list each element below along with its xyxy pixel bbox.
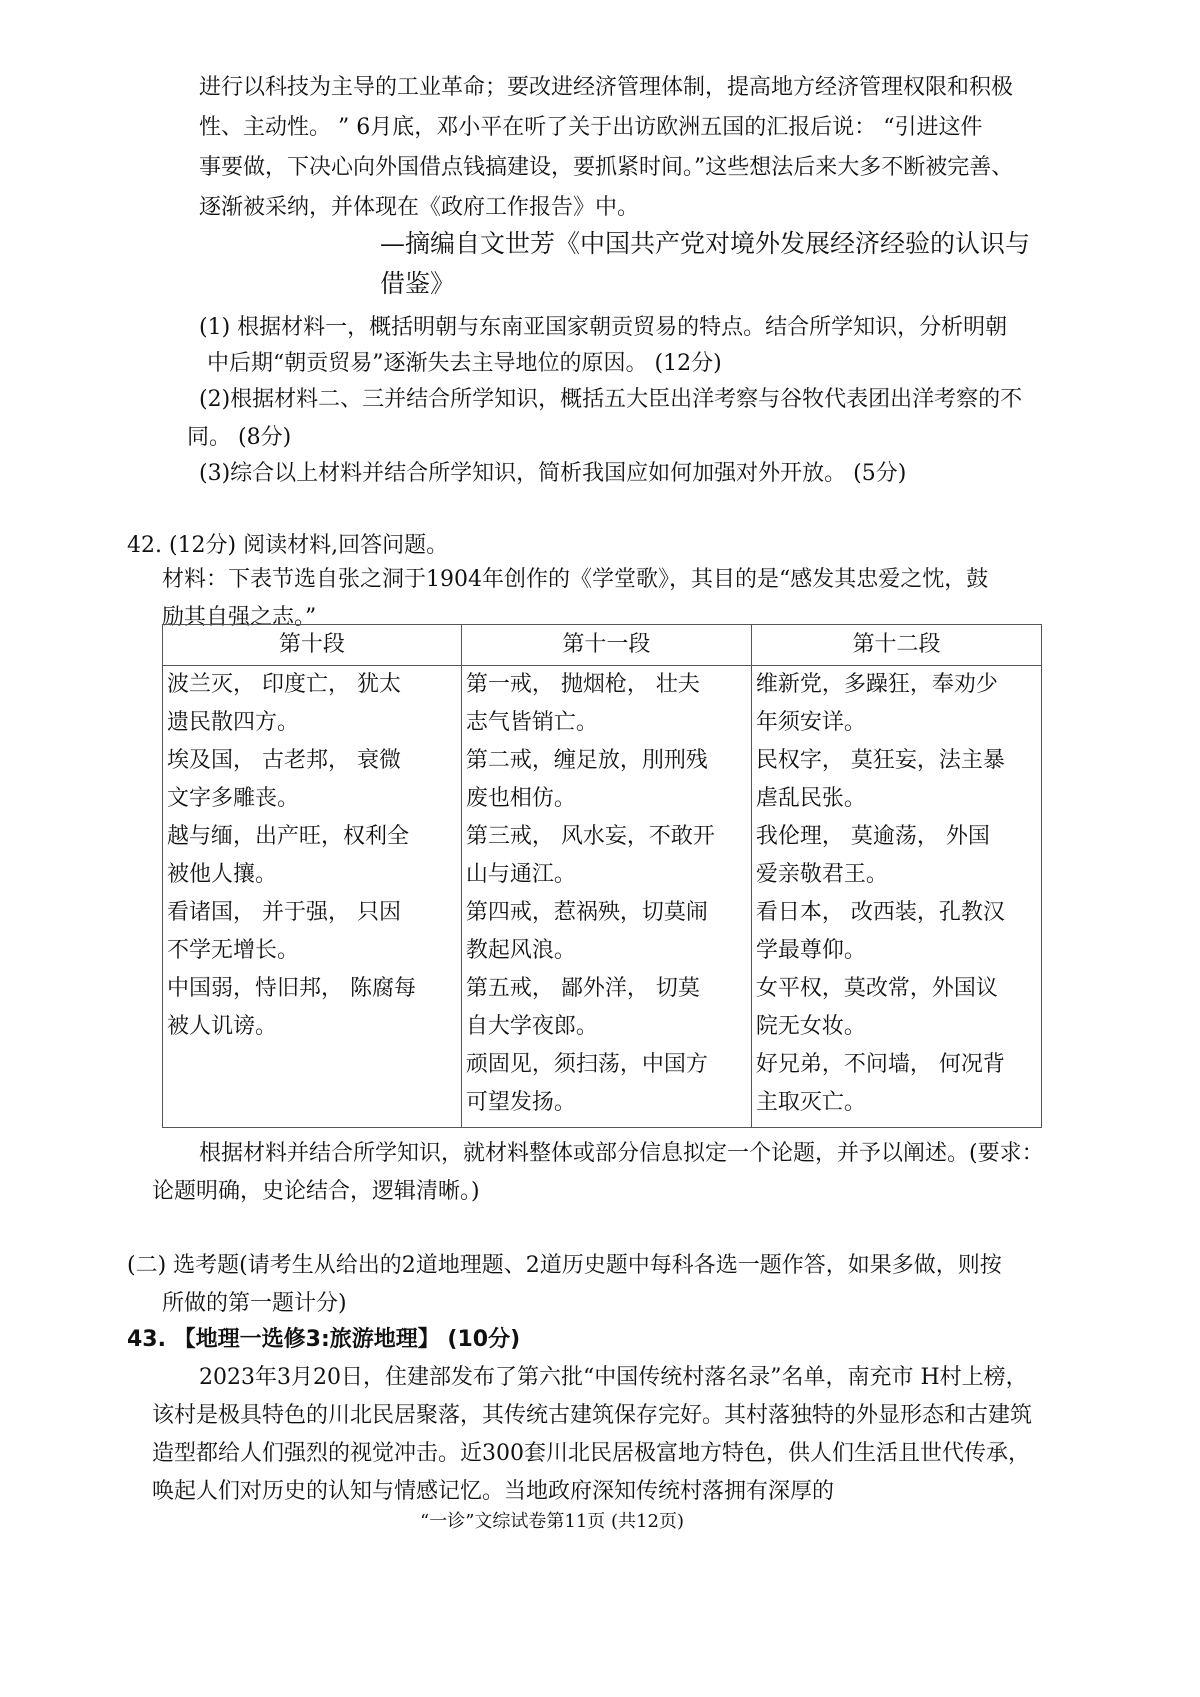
- table-cell-col2: [461, 666, 751, 1128]
- cell-line: 学最尊仰。: [755, 938, 866, 963]
- cell-line: 被他人攘。: [167, 862, 278, 887]
- paragraph-line: 该村是极具特色的川北民居聚落，其传统古建筑保存完好。其村落独特的外显形态和古建筑: [152, 1403, 1033, 1428]
- cell-line: 志气皆销亡。: [465, 710, 598, 735]
- table-cell-col1: [163, 666, 462, 1128]
- paragraph-line: 造型都给人们强烈的视觉冲击。近300套川北民居极富地方特色，供人们生活且世代传承，: [152, 1441, 1030, 1466]
- cell-line: 遗民散四方。: [167, 710, 300, 735]
- cell-line: 女平权，莫改常，外国议: [755, 976, 998, 1001]
- cell-line: 废也相仿。: [465, 786, 576, 811]
- cell-line: 第三戒， 风水妄，不敢开: [465, 824, 715, 849]
- material-text: 励其自强之志。”: [162, 605, 317, 630]
- cell-line: 我伦理， 莫逾荡， 外国: [755, 824, 990, 849]
- page-footer: “一诊”文综试卷第11页 (共12页): [420, 1511, 684, 1532]
- cell-line: 第二戒，缠足放，刖刑残: [465, 748, 708, 773]
- paragraph-line: 性、主动性。 ” 6月底，邓小平在听了关于出访欧洲五国的汇报后说： “引进这件: [199, 115, 983, 140]
- cell-line: 越与缅，出产旺，权利全: [167, 824, 410, 849]
- question-43-header: 43. 【地理一选修3:旅游地理】 (10分): [127, 1327, 521, 1352]
- cell-line: 第五戒， 鄙外洋， 切莫: [465, 976, 700, 1001]
- cell-line: 民权字， 莫狂妄，法主暴: [755, 748, 1005, 773]
- task-instruction: 根据材料并结合所学知识，就材料整体或部分信息拟定一个论题，并予以阐述。(要求：: [199, 1141, 1044, 1166]
- paragraph-line: 进行以科技为主导的工业革命；要改进经济管理体制，提高地方经济管理权限和积极: [199, 75, 1014, 100]
- cell-line: 年须安详。: [755, 710, 866, 735]
- question-2: (2)根据材料二、三并结合所学知识，概括五大臣出洋考察与谷牧代表团出洋考察的不: [199, 387, 1023, 412]
- cell-line: 看诸国， 并于强， 只因: [167, 900, 401, 925]
- table-header: 第十一段: [461, 625, 751, 666]
- paragraph-line: 唤起人们对历史的认知与情感记忆。当地政府深知传统村落拥有深厚的: [152, 1479, 835, 1504]
- cell-line: 爱亲敬君王。: [755, 862, 888, 887]
- cell-line: 中国弱，恃旧邦， 陈腐每: [167, 976, 416, 1001]
- paragraph-line: 逐渐被采纳，并体现在《政府工作报告》中。: [199, 195, 640, 220]
- question-42-header: 42. (12分) 阅读材料,回答问题。: [127, 533, 449, 558]
- material-text: 材料：下表节选自张之洞于1904年创作的《学堂歌》，其目的是“感发其忠爱之忱，鼓: [162, 567, 989, 592]
- cell-line: 看日本， 改西装，孔教汉: [755, 900, 1005, 925]
- question-1: 中后期“朝贡贸易”逐渐失去主导地位的原因。 (12分): [207, 351, 722, 376]
- task-instruction: 论题明确，史论结合，逻辑清晰。): [152, 1179, 480, 1204]
- table-header: 第十二段: [751, 625, 1041, 666]
- section-heading: 所做的第一题计分): [162, 1291, 347, 1316]
- section-heading: (二) 选考题(请考生从给出的2道地理题、2道历史题中每科各选一题作答，如果多做，则按: [127, 1253, 1002, 1278]
- cell-line: 第一戒， 抛烟枪， 壮夫: [465, 672, 700, 697]
- paragraph-line: 事要做，下决心向外国借点钱搞建设，要抓紧时间。”这些想法后来大多不断被完善、: [199, 155, 1014, 180]
- source-citation: 借鉴》: [380, 269, 456, 298]
- question-3: (3)综合以上材料并结合所学知识，简析我国应如何加强对外开放。 (5分): [199, 461, 907, 486]
- cell-line: 院无女妆。: [755, 1014, 866, 1039]
- paragraph-line: 2023年3月20日，住建部发布了第六批“中国传统村落名录”名单，南充市 H村上榜，: [199, 1365, 1028, 1390]
- cell-line: 不学无增长。: [167, 938, 300, 963]
- cell-line: 波兰灭， 印度亡， 犹太: [167, 672, 401, 697]
- cell-line: 被人讥谤。: [167, 1014, 278, 1039]
- cell-line: 第四戒，惹祸殃，切莫闹: [465, 900, 708, 925]
- cell-line: 好兄弟，不问墙， 何况背: [755, 1052, 1005, 1077]
- poem-table: [162, 624, 1042, 1128]
- table-cell-col3: [751, 666, 1041, 1128]
- cell-line: 可望发扬。: [465, 1090, 576, 1115]
- cell-line: 自大学夜郎。: [465, 1014, 598, 1039]
- cell-line: 文字多雕丧。: [167, 786, 300, 811]
- cell-line: 维新党，多躁狂，奉劝少: [755, 672, 998, 697]
- question-2: 同。 (8分): [187, 425, 292, 450]
- question-1: (1) 根据材料一，概括明朝与东南亚国家朝贡贸易的特点。结合所学知识，分析明朝: [199, 315, 1008, 340]
- cell-line: 山与通江。: [465, 862, 576, 887]
- cell-line: 虐乱民张。: [755, 786, 866, 811]
- cell-line: 埃及国， 古老邦， 衰微: [167, 748, 401, 773]
- cell-line: 主取灭亡。: [755, 1090, 866, 1115]
- cell-line: 教起风浪。: [465, 938, 576, 963]
- table-header: 第十段: [163, 625, 462, 666]
- cell-line: 顽固见，须扫荡，中国方: [465, 1052, 708, 1077]
- source-citation: —摘编自文世芳《中国共产党对境外发展经济经验的认识与: [380, 229, 1031, 258]
